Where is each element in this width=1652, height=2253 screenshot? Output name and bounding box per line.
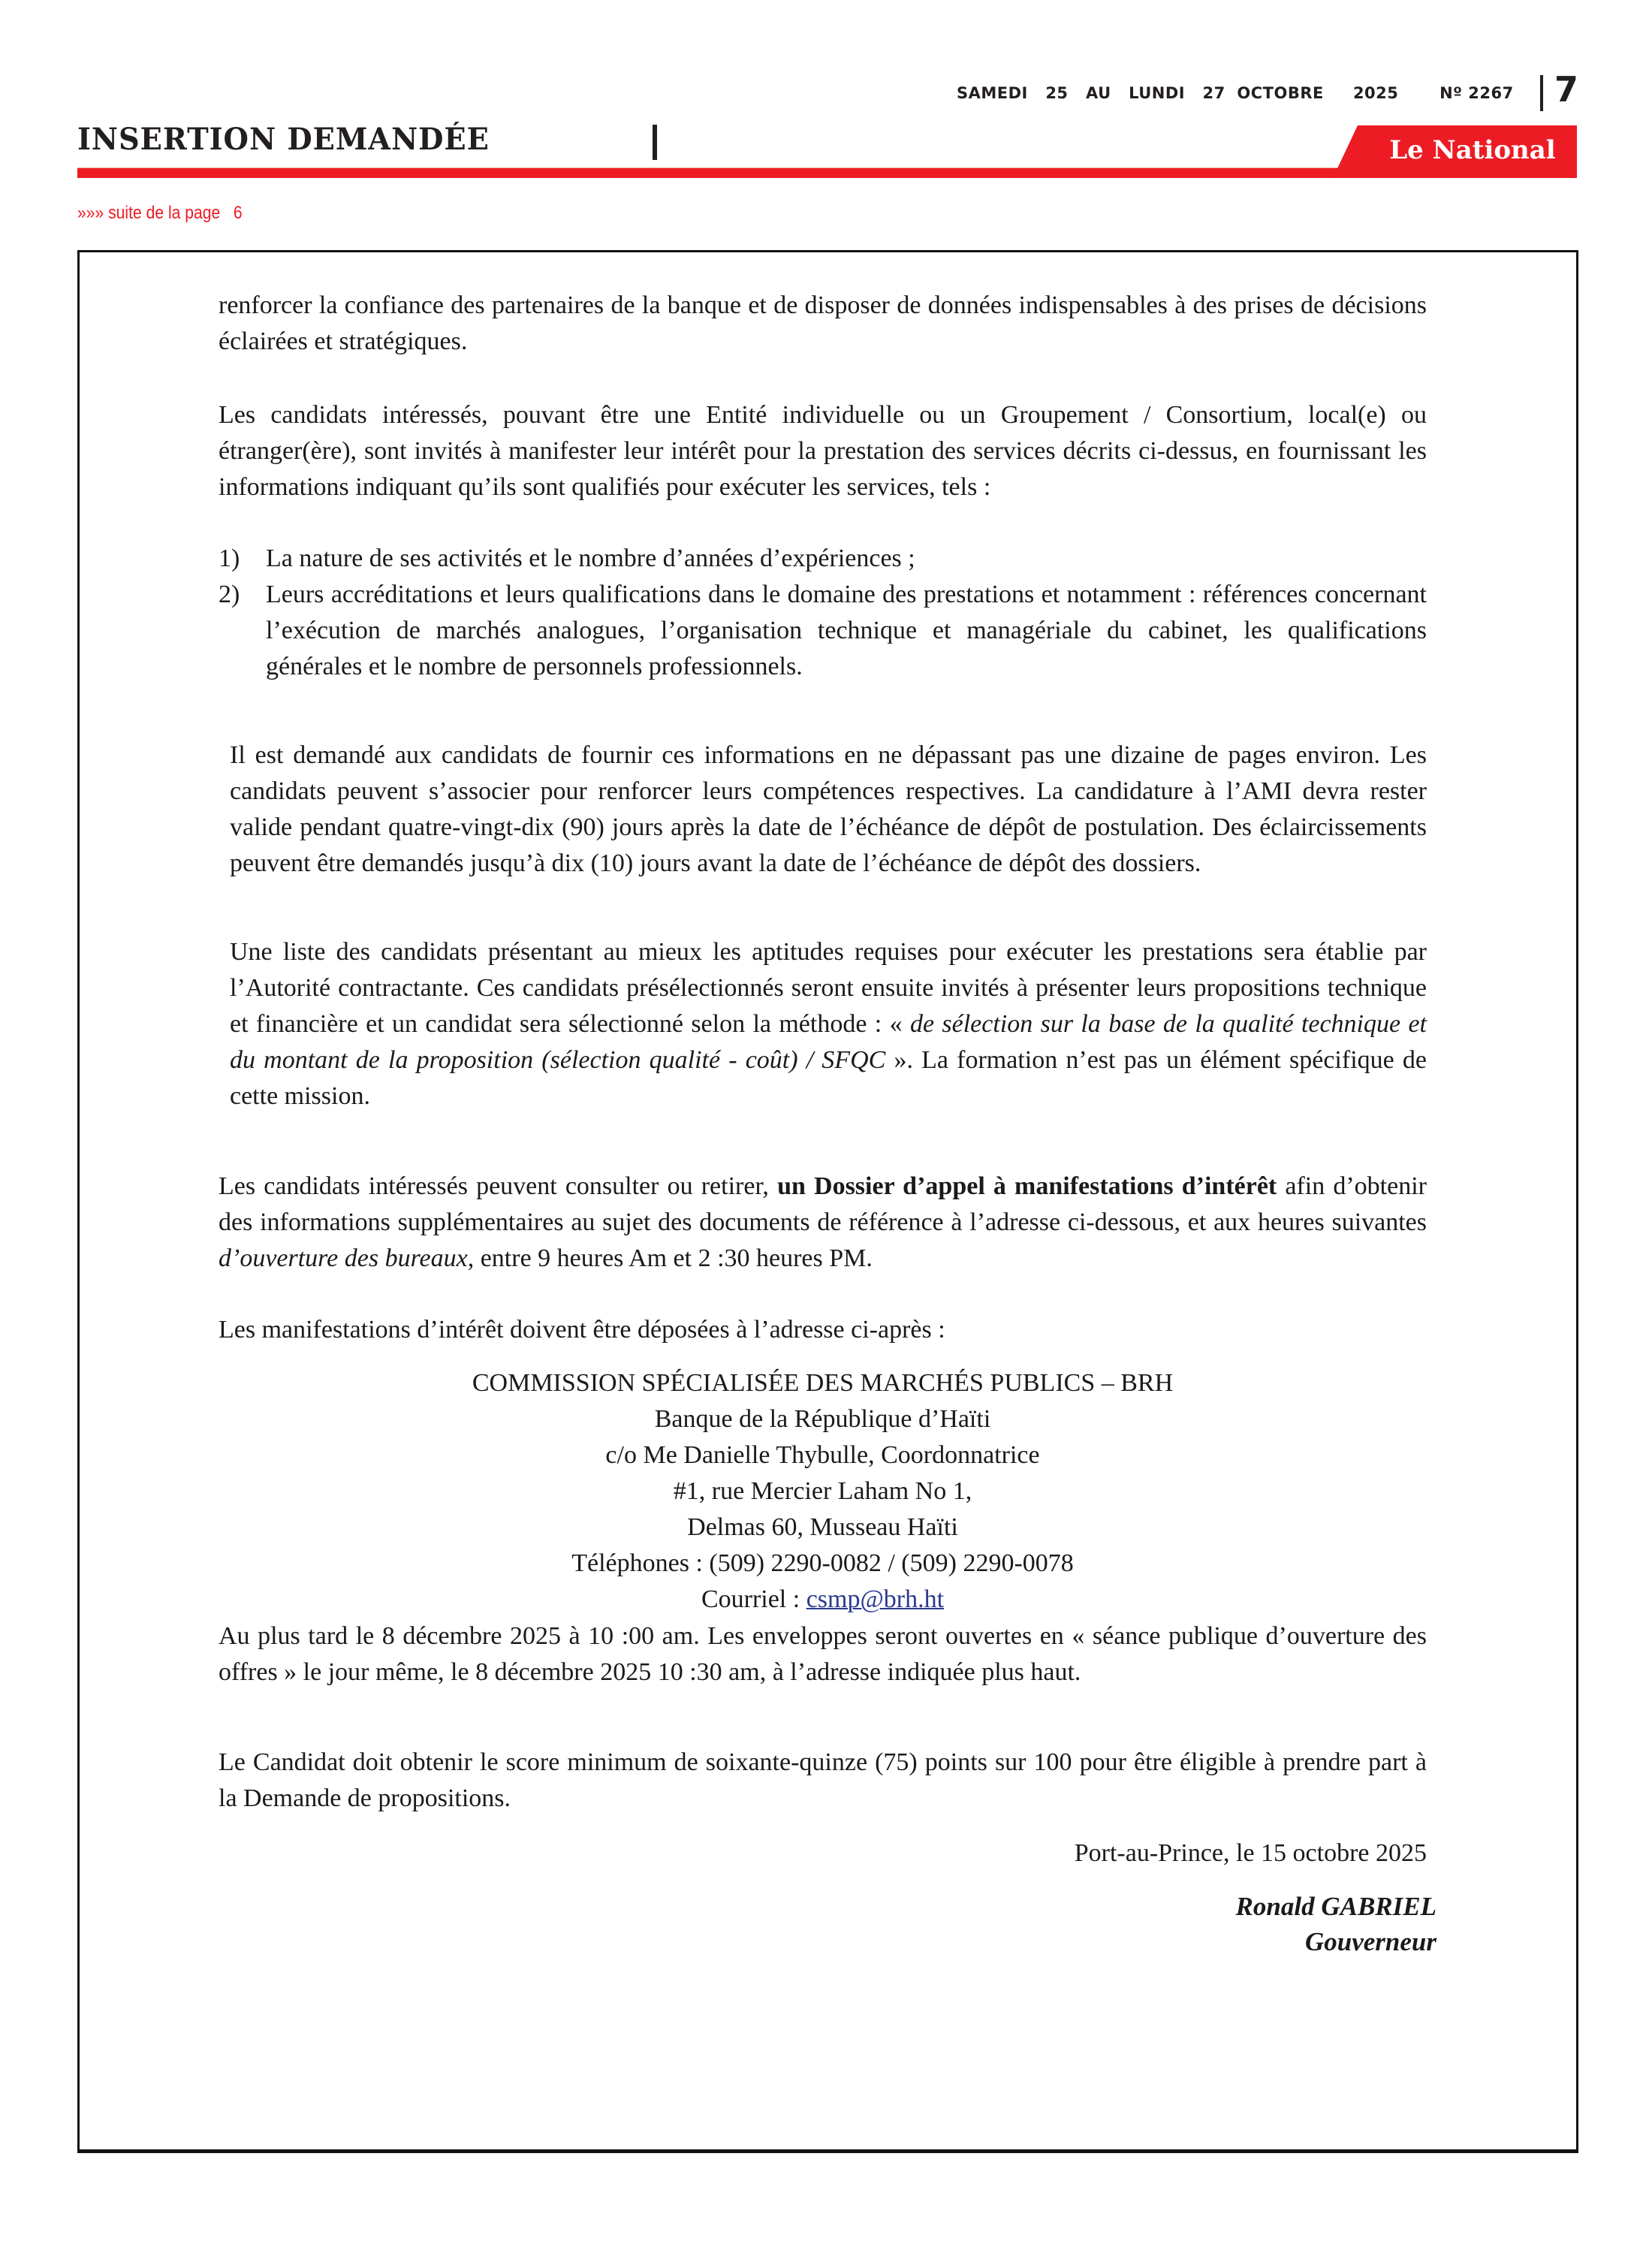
notice-paragraph-dossier — [219, 1169, 1427, 1277]
notice-paragraph-minimum-score: Le Candidat doit obtenir le score minimum de soixante-quinze (75) points sur 100 pour être éligible à prendre part à la Demande de propositions. — [219, 1748, 1427, 1812]
dossier-title-bold: un Dossier d’appel à manifestations d’intérêt — [777, 1172, 1277, 1200]
list-item-number: 1) — [219, 544, 240, 572]
selection-text: Une liste des candidats présentant au mieux les aptitudes requises pour exécuter les prestations sera établie par l’Autorité contractante. Ces candidats présélectionnés seront ensuite invités à présenter leurs propositions technique et financière et un candidat sera sélectionné selon la méthode : « — [230, 938, 1427, 1038]
page-number: 7 — [1554, 69, 1579, 110]
office-hours-italic: d’ouverture des bureaux — [219, 1244, 468, 1272]
list-item — [219, 577, 1427, 685]
list-item-number: 2) — [219, 581, 240, 608]
address-city: Delmas 60, Musseau Haïti — [687, 1513, 958, 1541]
address-street: #1, rue Mercier Laham No 1, — [673, 1477, 972, 1505]
list-item-text: Leurs accréditations et leurs qualifications dans le domaine des prestations et notamment : références concernant l’exécution de marchés analogues, l’organisation technique et managériale du cabinet, les qualifications générales et le nombre de personnels professionnels. — [266, 581, 1427, 680]
address-email-line — [219, 1582, 1427, 1618]
dossier-text: Les candidats intéressés peuvent consulter ou retirer, — [219, 1172, 778, 1200]
notice-paragraph-selection-method — [230, 934, 1427, 1114]
signatory-title: Gouverneur — [1304, 1927, 1436, 1956]
selection-text-end: ». La formation n’est pas un élément spécifique de cette mission. — [230, 1046, 1427, 1110]
dateline-date-end: 27 — [1202, 84, 1225, 102]
continued-from-page: »»» suite de la page 6 — [77, 203, 243, 223]
dossier-text-middle: afin d’obtenir des informations supplémentaires au sujet des documents de référence à l’adresse ci-dessous, et aux heures suivantes — [219, 1172, 1427, 1236]
signatory-name: Ronald GABRIEL — [1235, 1892, 1436, 1921]
dateline — [957, 84, 1514, 102]
notice-paragraph-deposit: Les manifestations d’intérêt doivent être déposées à l’adresse ci-après : — [219, 1316, 945, 1344]
address-phones: Téléphones : (509) 2290-0082 / (509) 2290-0078 — [571, 1549, 1074, 1577]
requirements-list — [219, 541, 1427, 685]
notice-paragraph-submission-info: Il est demandé aux candidats de fournir ces informations en ne dépassant pas une dizaine de pages environ. Les candidats peuvent s’associer pour renforcer leurs compétences respectives. La candidature à l’AMI devra rester valide pendant quatre-vingt-dix (90) jours après la date de l’échéance de dépôt de postulation. Des éclaircissements peuvent être demandés jusqu’à dix (10) jours avant la date de l’échéance de dépôt des dossiers. — [230, 741, 1427, 877]
dateline-day-start: SAMEDI — [957, 84, 1028, 102]
address-block — [219, 1365, 1427, 1618]
dateline-year: 2025 — [1352, 84, 1399, 102]
dossier-text-end: , entre 9 heures Am et 2 :30 heures PM. — [467, 1244, 873, 1272]
notice-paragraph-candidates: Les candidats intéressés, pouvant être une Entité individuelle ou un Groupement / Consortium, local(e) ou étranger(ère), sont invités à manifester leur intérêt pour la prestation des services décrits ci-dessus, en fournissant les informations indiquant qu’ils sont qualifiés pour exécuter les services, tels : — [219, 401, 1427, 501]
list-item — [219, 541, 1427, 577]
page-number-divider — [1540, 75, 1543, 111]
notice-paragraph-deadline: Au plus tard le 8 décembre 2025 à 10 :00 am. Les enveloppes seront ouvertes en « séance publique d’ouverture des offres » le jour même, le 8 décembre 2025 10 :30 am, à l’adresse indiquée plus haut. — [219, 1622, 1427, 1686]
notice-paragraph-intro: renforcer la confiance des partenaires de la banque et de disposer de données indispensables à des prises de décisions éclairées et stratégiques. — [219, 291, 1427, 355]
dateline-connector: AU — [1085, 84, 1111, 102]
place-and-date: Port-au-Prince, le 15 octobre 2025 — [1074, 1839, 1427, 1867]
dateline-date-start: 25 — [1045, 84, 1069, 102]
dateline-day-end: LUNDI — [1129, 84, 1186, 102]
list-item-text: La nature de ses activités et le nombre d’années d’expériences ; — [266, 544, 915, 572]
address-bank: Banque de la République d’Haïti — [654, 1405, 991, 1433]
email-label: Courriel : — [701, 1585, 806, 1613]
address-commission: COMMISSION SPÉCIALISÉE DES MARCHÉS PUBLICS – BRH — [472, 1369, 1174, 1397]
issue-number: Nº 2267 — [1439, 84, 1514, 102]
brand-logo-text: Le National — [1389, 135, 1556, 165]
selection-method-italic: de sélection sur la base de la qualité technique et du montant de la proposition (sélection qualité - coût) / SFQC — [230, 1010, 1427, 1074]
dateline-month: OCTOBRE — [1237, 84, 1324, 102]
title-separator — [653, 125, 657, 160]
section-title: INSERTION DEMANDÉE — [77, 122, 490, 157]
email-link[interactable]: csmp@brh.ht — [806, 1585, 945, 1613]
address-contact: c/o Me Danielle Thybulle, Coordonnatrice — [605, 1441, 1040, 1469]
